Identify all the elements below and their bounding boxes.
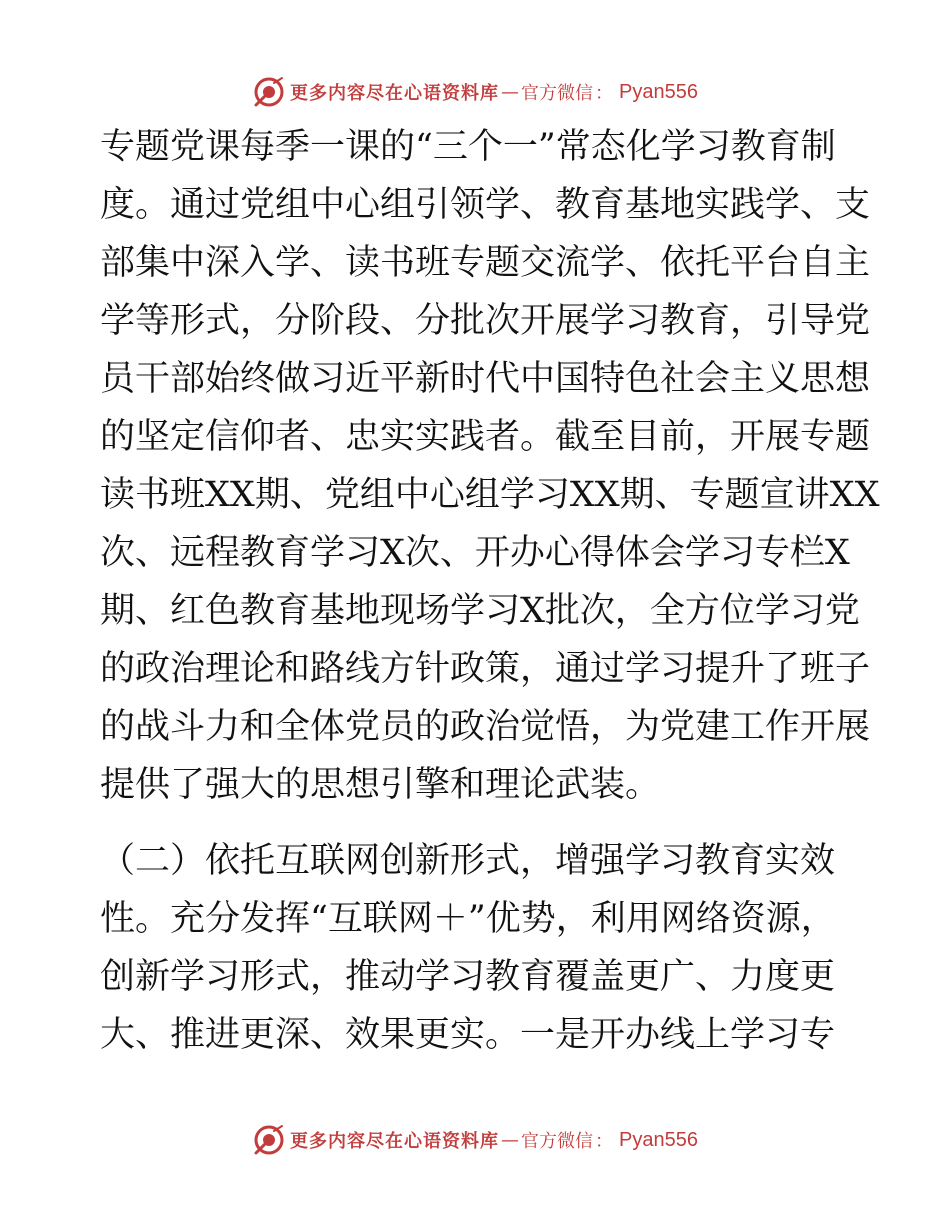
header-watermark — [0, 72, 950, 112]
text-line-7: 读书班XX期、党组中心组学习XX期、专题宣讲XX — [100, 475, 880, 515]
text-line-14: 性。充分发挥“互联网＋”优势，利用网络资源， — [100, 899, 836, 939]
header-colon: ： — [595, 83, 614, 104]
section-heading-line: （二）依托互联网创新形式，增强学习教育实效 — [100, 841, 836, 881]
footer-wechat-id: Pyan556 — [619, 1128, 698, 1151]
text-line-3: 部集中深入学、读书班专题交流学、依托平台自主 — [100, 243, 871, 283]
footer-wechat-label: 官方微信 — [521, 1131, 594, 1152]
text-line-15: 创新学习形式，推动学习教育覆盖更广、力度更 — [100, 957, 836, 997]
brand-logo-icon — [252, 1123, 286, 1157]
header-dash: — — [501, 81, 520, 103]
text-line-8: 次、远程教育学习X次、开办心得体会学习专栏X — [100, 533, 850, 573]
text-line-16: 大、推进更深、效果更实。一是开办线上学习专 — [100, 1015, 836, 1055]
footer-colon: ： — [595, 1131, 614, 1152]
text-line-1: 专题党课每季一课的“三个一”常态化学习教育制 — [100, 127, 836, 167]
text-line-6: 的坚定信仰者、忠实实践者。截至目前，开展专题 — [100, 417, 871, 457]
text-line-12: 提供了强大的思想引擎和理论武装。 — [100, 765, 661, 805]
brand-logo-icon — [252, 75, 286, 109]
header-wechat-label: 官方微信 — [521, 83, 594, 104]
text-line-2: 度。通过党组中心组引领学、教育基地实践学、支 — [100, 185, 871, 225]
header-brand-text: 更多内容尽在心语资料库 — [290, 83, 500, 104]
text-line-5: 员干部始终做习近平新时代中国特色社会主义思想 — [100, 359, 871, 399]
text-line-9: 期、红色教育基地现场学习X批次，全方位学习党 — [100, 591, 860, 631]
footer-brand-text: 更多内容尽在心语资料库 — [290, 1131, 500, 1152]
text-line-10: 的政治理论和路线方针政策，通过学习提升了班子 — [100, 649, 871, 689]
footer-watermark — [0, 1120, 950, 1160]
footer-dash: — — [501, 1129, 520, 1151]
header-wechat-id: Pyan556 — [619, 80, 698, 103]
text-line-11: 的战斗力和全体党员的政治觉悟，为党建工作开展 — [100, 707, 871, 747]
text-line-4: 学等形式，分阶段、分批次开展学习教育，引导党 — [100, 301, 871, 341]
